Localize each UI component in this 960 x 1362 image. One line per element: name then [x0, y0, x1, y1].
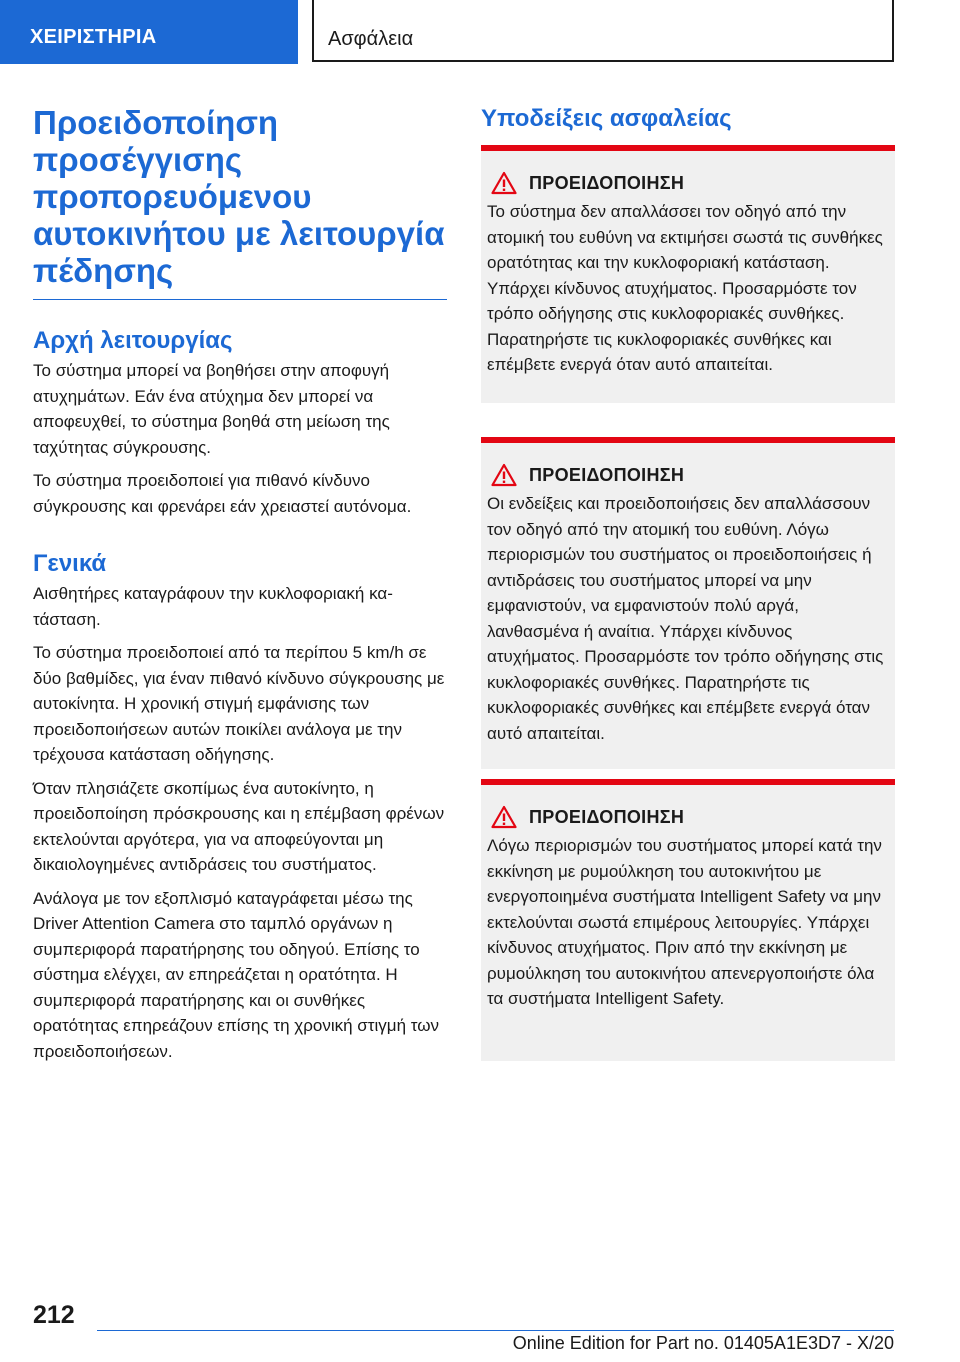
section-heading-safety: Υποδείξεις ασφαλείας — [481, 105, 732, 132]
warning-label: ΠΡΟΕΙΔΟΠΟΙΗΣΗ — [529, 464, 685, 485]
warning-box — [481, 779, 895, 1061]
paragraph: Το σύστημα προειδοποιεί για πιθανό κίνδυνο σύγκρουσης και φρενάρει εάν χρειαστεί αυτόνομα. — [33, 471, 412, 516]
warning-box — [481, 437, 895, 769]
section-heading-principle: Αρχή λειτουργίας — [33, 327, 233, 354]
warning-triangle-icon — [491, 463, 517, 487]
footer-divider — [97, 1330, 894, 1331]
left-column — [33, 104, 447, 1072]
paragraph: Αισθητήρες καταγράφουν την κυκλοφοριακή κατάσταση. — [33, 584, 393, 629]
header-chapter-box — [312, 0, 894, 62]
header-section-tab — [0, 0, 298, 64]
header-chapter-label: Ασφάλεια — [328, 28, 414, 50]
paragraph: Το σύστημα μπορεί να βοηθήσει στην αποφυγή ατυχημάτων. Εάν ένα ατύχημα δεν μπορεί να αποφευχθεί, το σύστημα βοηθά στη μείωση της ταχύτητας σύγκρουσης. — [33, 361, 390, 457]
page-number: 212 — [33, 1301, 75, 1329]
section-heading-general: Γενικά — [33, 550, 107, 577]
warning-label: ΠΡΟΕΙΔΟΠΟΙΗΣΗ — [529, 172, 685, 193]
title-divider — [33, 299, 447, 300]
warning-triangle-icon — [491, 171, 517, 195]
page-title: Προειδοποίηση προσέγγισης προπορευόμενου αυτοκινήτου με λειτουργία πέδησης — [33, 104, 445, 289]
footer-edition: Online Edition for Part no. 01405A1E3D7 - X/20 — [512, 1333, 894, 1353]
warning-text: Το σύστημα δεν απαλλάσσει τον οδηγό από την ατομική του ευθύνη να εκτιμήσει σωστά τις συνθήκες ορατότητας και την κυκλοφοριακή κατάσταση. Υπάρχει κίνδυνος ατυχήματος. Προσαρμόστε τον τρόπο οδήγησης στις κυκλοφοριακές συνθήκες. Παρατηρήστε τις κυκλοφοριακές συνθήκες και επέμβετε ενεργά όταν αυτό απαιτείται. — [487, 202, 883, 374]
warning-triangle-icon — [491, 805, 517, 829]
right-column — [481, 104, 895, 1008]
paragraph: Το σύστημα προειδοποιεί από τα περίπου 5 km/h σε δύο βαθμίδες, για έναν πιθανό κίνδυνο σύγκρουσης με αυτοκίνητα. Η χρονική στιγμή εμφάνισης των προειδοποιήσεων αυτών ποικίλει ανάλογα με την τρέχουσα κατάσταση οδήγησης. — [33, 643, 445, 764]
warning-box — [481, 145, 895, 403]
warning-text: Λόγω περιορισμών του συστήματος μπορεί κατά την εκκίνηση με ρυμούλκηση του αυτοκινήτου με ενεργοποιημένα συστήματα Intelligent Safety να μην εκτελούνται σωστά επιμέρους λειτουργίες. Υπάρχει κίνδυνος ατυχήματος. Πριν από την εκκίνηση με ρυμούλκηση του αυτοκινήτου απενεργοποιήστε όλα τα συστήματα Intelligent Safety. — [487, 836, 882, 1008]
paragraph: Όταν πλησιάζετε σκοπίμως ένα αυτοκίνητο, η προειδοποίηση πρόσκρουσης και η επέμβαση φρένων εκτελούνται αργότερα, για να αποφεύγονται μη δικαιολογημένες αντιδράσεις του συστήματος. — [33, 778, 445, 874]
warning-label: ΠΡΟΕΙΔΟΠΟΙΗΣΗ — [529, 806, 685, 827]
paragraph: Ανάλογα με τον εξοπλισμό καταγράφεται μέσω της Driver Attention Camera στο ταμπλό οργάνων η συμπεριφορά παρατήρησης του οδηγού. Επίσης το σύστημα ελέγχει, αν επηρεάζεται η ορατότητα. Η συμπεριφορά παρατήρησης και οι συνθήκες ορατότητας επηρεάζουν επίσης τη χρονική στιγμή των προειδοποιήσεων. — [33, 888, 439, 1061]
warning-text: Οι ενδείξεις και προειδοποιήσεις δεν απαλλάσσουν τον οδηγό από την ατομική του ευθύνη. Λόγω περιορισμών του συστήματος οι προειδοποιήσεις ή αντιδράσεις του συστήματος μπορεί να μην εμφανιστούν, να εμφανιστούν πολύ αργά, λανθασμένα ή αναίτια. Υπάρχει κίνδυνος ατυχήματος. Προσαρμόστε τον τρόπο οδήγησης στις κυκλοφοριακές συνθήκες. Παρατηρήστε τις κυκλοφοριακές συνθήκες και επέμβετε ενεργά όταν αυτό απαιτείται. — [487, 494, 884, 743]
header-section-label: ΧΕΙΡΙΣΤΗΡΙΑ — [30, 26, 157, 48]
